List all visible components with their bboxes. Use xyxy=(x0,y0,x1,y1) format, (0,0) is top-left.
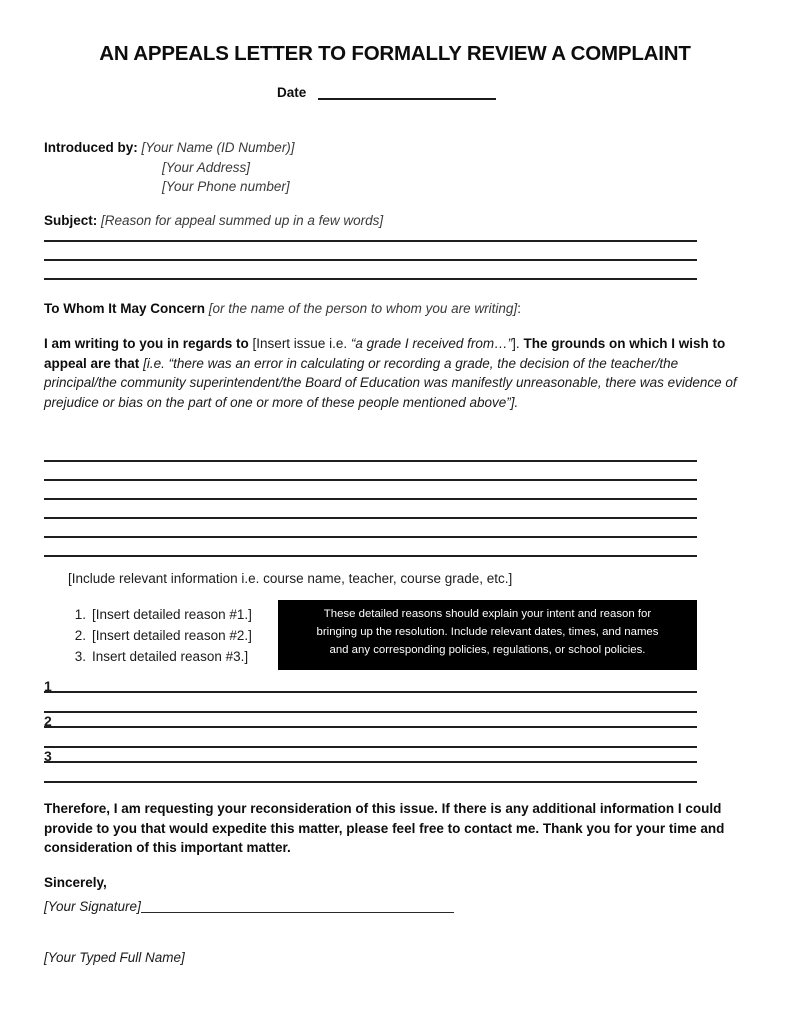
answer-rule-3b[interactable] xyxy=(44,781,697,783)
answer-rule-1b[interactable] xyxy=(44,711,697,713)
body-rule-line-4[interactable] xyxy=(44,517,697,519)
callout-line-1: These detailed reasons should explain your intent and reason for xyxy=(323,608,652,620)
date-field-row xyxy=(277,86,496,102)
introduced-by-label: Introduced by: xyxy=(44,140,138,155)
date-label: Date xyxy=(277,85,307,100)
list-item-label: [Insert detailed reason #1.] xyxy=(92,607,252,622)
closing-paragraph: Therefore, I am requesting your reconsideration of this issue. If there is any additional information I could provide to you that would expedite this matter, please feel free to contact me. Thank you for your time and consideration of this important matter. xyxy=(44,801,725,855)
salutation-italic: [or the name of the person to whom you are writing] xyxy=(208,301,518,316)
answer-rule-1a[interactable] xyxy=(44,691,697,693)
introduced-by-address-line xyxy=(44,158,704,178)
signature-row xyxy=(44,900,454,915)
page-title: AN APPEALS LETTER TO FORMALLY REVIEW A COMPLAINT xyxy=(99,42,691,65)
your-name-placeholder: [Your Name (ID Number)] xyxy=(141,140,295,155)
subject-label: Subject: xyxy=(44,213,98,228)
date-blank-line[interactable] xyxy=(318,98,496,100)
body-lead-insert-italic: “a grade I received from…” xyxy=(350,336,513,351)
answer-rule-2b[interactable] xyxy=(44,746,697,748)
answer-number-2: 2 xyxy=(44,713,52,729)
introduced-by-name-line xyxy=(44,138,704,158)
body-grounds-italic: [i.e. “there was an error in calculating or recording a grade, the decision of the teacher/the principal/the community superintendent/the Board of Education was manifestly unreasonable, there was evidence of prejudice or bias on the part of one or more of these people mentioned above”]. xyxy=(44,355,737,410)
callout-line-2: bringing up the resolution. Include relevant dates, times, and names xyxy=(316,626,659,638)
answer-rule-3a[interactable] xyxy=(44,761,697,763)
list-item xyxy=(72,625,292,646)
instruction-callout-box xyxy=(278,600,697,670)
subject-rule-line-1[interactable] xyxy=(44,240,697,242)
your-address-placeholder: [Your Address] xyxy=(162,159,251,175)
list-item-number: 2. xyxy=(74,628,86,643)
body-grounds-bold: The grounds on which I wish to appeal are that xyxy=(44,336,726,371)
body-lead-insert-close: ]. xyxy=(512,336,520,351)
typed-full-name-placeholder: [Your Typed Full Name] xyxy=(44,950,185,965)
list-item xyxy=(72,604,292,625)
answer-number-1: 1 xyxy=(44,678,52,694)
salutation-colon: : xyxy=(517,301,521,316)
body-rule-line-1[interactable] xyxy=(44,460,697,462)
introduced-by-phone-line xyxy=(44,177,704,197)
body-rule-line-5[interactable] xyxy=(44,536,697,538)
sincerely-label: Sincerely, xyxy=(44,875,107,890)
list-item-label: [Insert detailed reason #2.] xyxy=(92,628,252,643)
body-rule-line-3[interactable] xyxy=(44,498,697,500)
detailed-reasons-list xyxy=(72,604,292,667)
signature-placeholder: [Your Signature] xyxy=(44,899,141,914)
body-lead-bold: I am writing to you in regards to xyxy=(44,336,249,351)
list-item-label: Insert detailed reason #3.] xyxy=(92,649,249,664)
salutation-bold: To Whom It May Concern xyxy=(44,301,205,316)
salutation-block xyxy=(44,299,744,319)
body-lead-insert-plain: [Insert issue i.e. xyxy=(252,336,348,351)
body-rule-line-6[interactable] xyxy=(44,555,697,557)
list-item-number: 3. xyxy=(74,649,86,664)
body-paragraph xyxy=(44,334,741,412)
subject-block xyxy=(44,211,704,231)
callout-line-3: and any corresponding policies, regulations, or school policies. xyxy=(329,644,646,656)
include-relevant-info-note: [Include relevant information i.e. course name, teacher, course grade, etc.] xyxy=(68,571,513,586)
subject-rule-line-2[interactable] xyxy=(44,259,697,261)
signature-blank-line[interactable] xyxy=(141,912,454,913)
answer-rule-2a[interactable] xyxy=(44,726,697,728)
list-item-number: 1. xyxy=(74,607,86,622)
list-item xyxy=(72,646,292,667)
subject-placeholder: [Reason for appeal summed up in a few words] xyxy=(101,213,384,228)
body-rule-line-2[interactable] xyxy=(44,479,697,481)
introduced-by-block xyxy=(44,138,704,197)
answer-number-3: 3 xyxy=(44,748,52,764)
your-phone-placeholder: [Your Phone number] xyxy=(162,179,290,194)
subject-rule-line-3[interactable] xyxy=(44,278,697,280)
